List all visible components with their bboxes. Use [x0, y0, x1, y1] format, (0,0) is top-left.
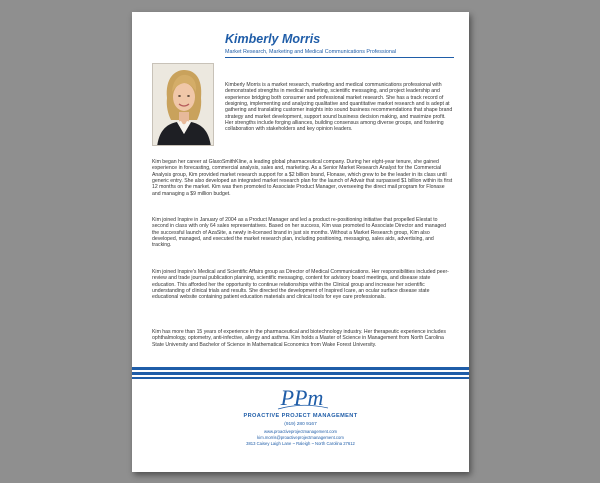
bio-page: [132, 12, 469, 472]
bio-paragraph: Kim began her career at GlaxoSmithKline, a leading global pharmaceutical company. During her eight-year tenure, she gained experience in forecasting, commercial analysis, sales and, marketing. As a Senior Market Research Analyst for the Commercial Analysis group, Kim provided market research support for a $2 billion brand, Flonase, which grew to be the leader in its class until generic entry. She also developed an integrated market research plan for the launch of Advair that surpassed $1 billion within its first 12 months on the market. Kim was then promoted to Associate Product Manager, overseeing the direct mail program for Flonase and managing a $9 million budget.: [152, 159, 453, 197]
footer-band: [132, 372, 469, 375]
footer-band: [132, 377, 469, 379]
contact-address: 3813 Caisey Laigh Lane ~ Raleigh ~ North Carolina 27612: [246, 441, 355, 446]
company-name: PROACTIVE PROJECT MANAGEMENT: [243, 413, 358, 419]
bio-paragraph: Kim joined Inspire's Medical and Scientific Affairs group as Director of Medical Communications. Her responsibilities included peer-review and trade journal publication planning, scientific messaging, content for advisory board meetings, and disease state education. This afforded her the opportunity to continue relationships within the Clinical group and increase her scientific understanding of clinical trials and results. She directed the development of Inspired Icare, an ocular surface disease state educational website containing patient education materials and clinical tools for eye care professionals.: [152, 269, 449, 301]
contact-website[interactable]: www.proactiveprojectmanagement.com: [263, 429, 338, 434]
profile-name: Kimberly Morris: [225, 32, 321, 46]
footer-band: [132, 367, 469, 370]
company-logo: [272, 382, 332, 412]
portrait-illustration: [153, 64, 214, 146]
header-rule: [225, 57, 454, 58]
profile-subtitle: Market Research, Marketing and Medical Communications Professional: [225, 49, 397, 55]
contact-email[interactable]: kim.morris@proactiveprojectmanagement.com: [257, 435, 344, 440]
bio-paragraph: Kim has more than 15 years of experience in the pharmaceutical and biotechnology industry. Her therapeutic experience includes ophthalmology, optometry, anti-infective, allergy and asthma. Kim holds a Master of Science in Management from North Carolina State University and Bachelor of Science in Mathematical Economics from Wake Forest University.: [152, 329, 446, 348]
bio-paragraph: Kim joined Inspire in January of 2004 as a Product Manager and led a product re-positioning initiative that propelled Elestat to second in class with only 64 sales representatives. Based on her success, Kim was promoted to Associate Director and managed the successful launch of AzaSite, a newly in-licensed brand in just six months. Without a Market Research group, Kim also developed, managed, and executed the market research plan, including positioning, messaging, sales aids, advertising, and tracking.: [152, 217, 447, 249]
bio-intro: Kimberly Morris is a market research, marketing and medical communications professional with demonstrated strengths in medical marketing, scientific messaging, and project leadership and experience bridging both consumer and professional market research. She has a track record of designing, implementing and analyzing qualitative and quantitative market research and is adept at gathering and translating customer insights into sound business recommendations that shape brand strategy and market development, support sound business decision making, and maximize profit. Her strengths include forging alliances, building consensus among diverse groups, and fostering collaboration with stakeholders and key opinion leaders.: [225, 82, 453, 133]
contact-phone: (919) 280 9167: [284, 422, 317, 427]
logo-monogram: PPm: [280, 385, 324, 410]
profile-photo: [152, 63, 214, 146]
